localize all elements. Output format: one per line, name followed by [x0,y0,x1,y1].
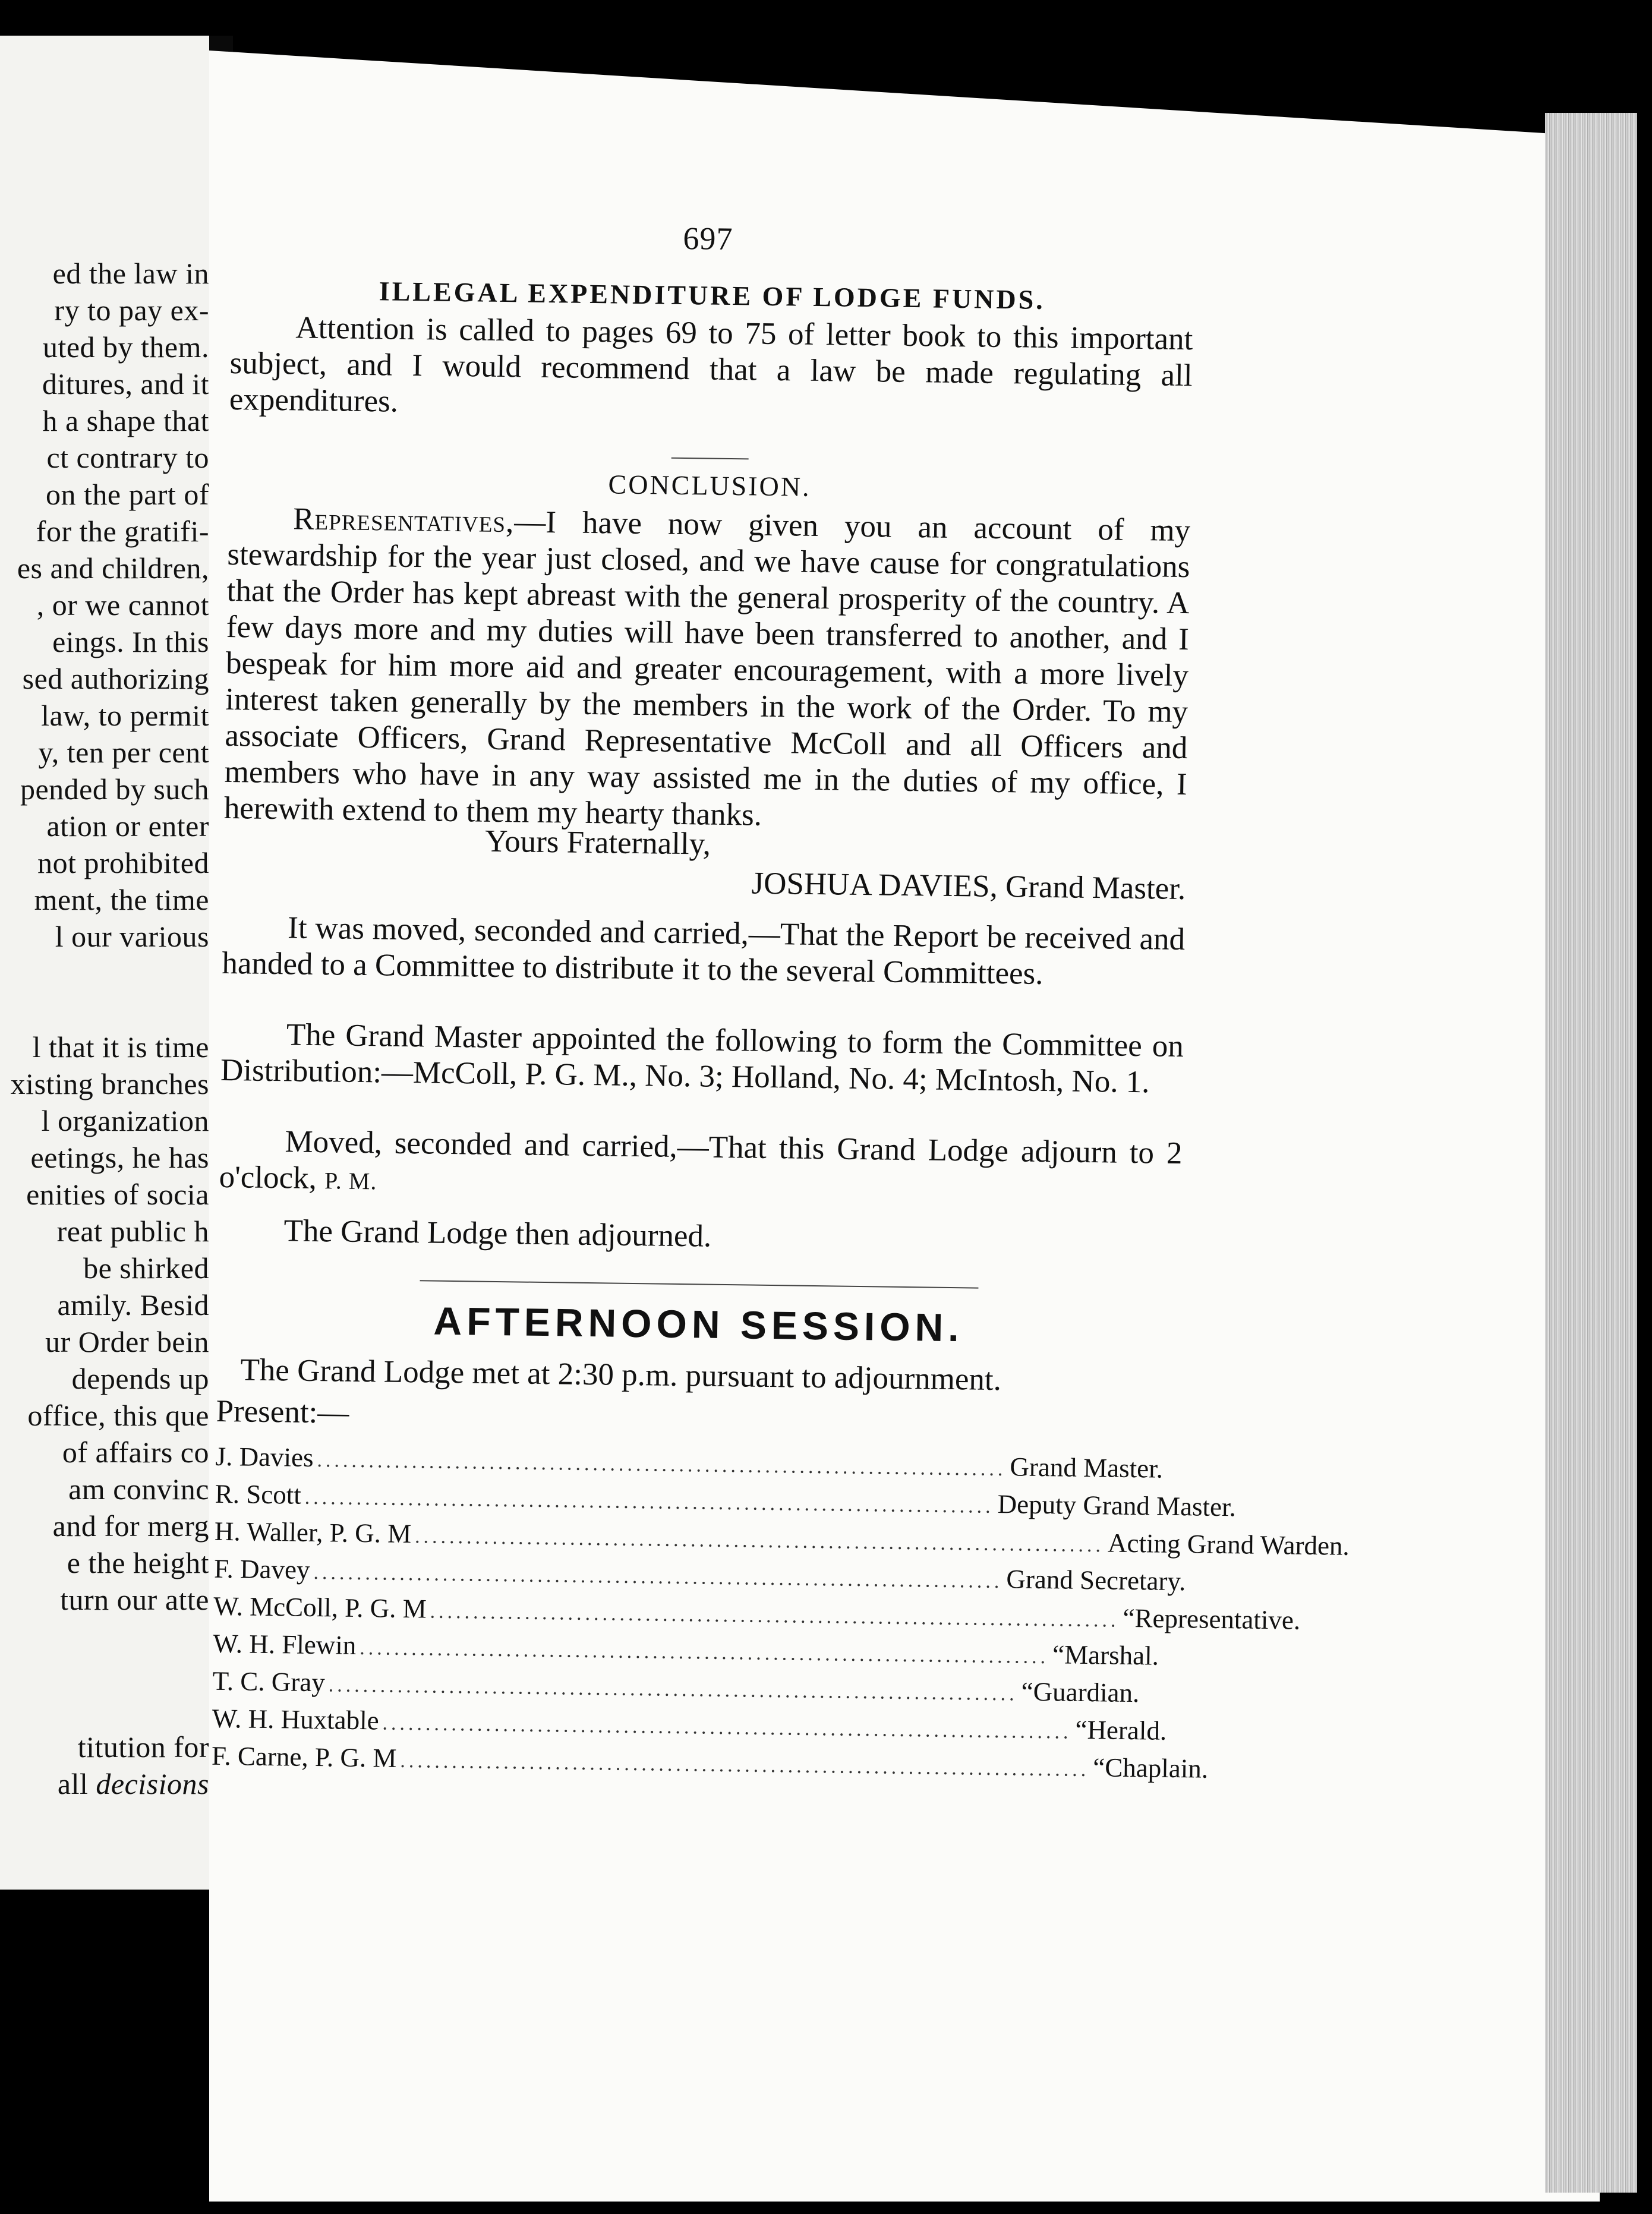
roster-name: W. McColl, P. G. M [213,1591,427,1624]
attendance-roster [211,1438,1350,1786]
paragraph-illegal-expenditure: Attention is called to pages 69 to 75 of letter book to this important subject, and I would recommend that a law be made regulating all expenditures. [229,310,1193,419]
previous-page-line: enities of socia [26,1178,209,1211]
previous-page-line: office, this que [27,1399,209,1432]
heading-illegal-expenditure: ILLEGAL EXPENDITURE OF LODGE FUNDS. [379,276,1046,315]
previous-page-line: amily. Besid [57,1288,209,1322]
page-number: 697 [683,220,733,257]
roster-name: W. H. Huxtable [212,1703,379,1736]
previous-page-line [0,1619,209,1654]
roster-name: H. Waller, P. G. M [214,1516,412,1549]
previous-page-fragment [0,36,220,1890]
previous-page-line: reat public h [56,1215,209,1248]
roster-name: R. Scott [215,1478,302,1510]
previous-page-line: ment, the time [34,883,209,916]
previous-page-line [0,1655,209,1691]
page-edges [1545,113,1637,2193]
roster-office: Representative. [1134,1603,1301,1635]
paragraph-motion-report: It was moved, seconded and carried,—That the Report be received and handed to a Committee to distribute it to the several Committees. [222,910,1186,991]
motion-adjourn-text: Moved, seconded and carried,—That this Grand Lodge adjourn to 2 o'clock, [219,1124,1183,1196]
roster-office: Herald. [1087,1715,1167,1746]
previous-page-line: ur Order bein [45,1325,209,1358]
ditto-mark: “ [1052,1639,1065,1670]
previous-page-line: l that it is time [32,1030,209,1064]
roster-name: W. H. Flewin [213,1628,357,1660]
previous-page-line: y, ten per cent [38,736,209,769]
paragraph-committee-appointment: The Grand Master appointed the following to form the Committee on Distribution:—McColl, P. G. M., No. 3; Holland, No. 4; McIntosh, No. 1. [220,1017,1184,1100]
previous-page-line: not prohibited [37,846,209,879]
roster-office: Acting Grand Warden. [1107,1528,1350,1561]
leader-dots: ................................................................................ [304,1486,994,1518]
present-label: Present:— [216,1393,349,1430]
previous-page-line: l our various [55,920,209,953]
previous-page-line: and for merg [52,1509,209,1543]
previous-page-line: be shirked [83,1251,209,1285]
previous-page-line: ed the law in [52,257,209,290]
previous-page-line [0,955,209,991]
paragraph-motion-adjourn [219,1123,1182,1210]
roster-name: J. Davies [215,1441,314,1472]
conclusion-lead-word: Representatives, [292,502,515,540]
leader-dots: ................................................................................ [317,1449,1007,1481]
roster-office: Guardian. [1033,1676,1140,1708]
heading-afternoon-session: AFTERNOON SESSION. [433,1298,964,1350]
roster-name: F. Carne, P. G. M [211,1740,397,1773]
leader-dots: ................................................................................ [430,1600,1120,1632]
previous-page-line: es and children, [17,551,209,585]
previous-page-line: l organization [41,1104,209,1137]
previous-page-line: of affairs co [62,1436,209,1469]
roster-name: F. Davey [213,1553,310,1585]
previous-page-line: on the part of [46,478,209,511]
previous-page-line: uted by them. [42,330,209,364]
closing-salutation: Yours Fraternally, [484,824,711,862]
previous-page-line: law, to permit [41,699,209,732]
previous-page-line: all decisions [57,1767,209,1800]
leader-dots: ................................................................................ [328,1674,1018,1705]
paragraph-adjourned: The Grand Lodge then adjourned. [283,1213,712,1254]
previous-page-line [0,1692,209,1728]
roster-office: Marshal. [1064,1639,1159,1671]
previous-page-line: h a shape that [42,404,209,437]
previous-page-line [0,992,209,1028]
motion-adjourn-pm: P. M. [324,1167,377,1195]
roster-office: Deputy Grand Master. [997,1489,1237,1522]
paragraph-conclusion [224,500,1191,839]
previous-page-line: sed authorizing [22,662,209,695]
leader-dots: ................................................................................ [313,1561,1003,1593]
previous-page-line: pended by such [20,772,209,806]
previous-page-line: ry to pay ex- [54,294,209,327]
heading-conclusion: CONCLUSION. [608,469,811,502]
previous-page-line: depends up [71,1362,209,1395]
ditto-mark: “ [1075,1714,1087,1745]
ditto-mark: “ [1021,1676,1034,1707]
previous-page-line: for the gratifi- [36,515,209,548]
roster-office: Grand Master. [1010,1452,1164,1484]
roster-name: T. C. Gray [212,1666,326,1698]
previous-page-line: ct contrary to [46,441,209,474]
ditto-mark: “ [1123,1603,1135,1633]
conclusion-body: —I have now given you an account of my stewardship for the year just closed, and we have cause for congratulations that the Order has kept abreast with the general prosperity of the country. A few days more and my duties will have been transferred to another, and I bespeak for him more aid and greater encouragement, with a more lively interest taken generally by the members in the work of the Order. To my associate Officers, Grand Representative McColl and all Officers and members who have in any way assisted me in the duties of my office, I herewith extend to them my hearty thanks. [223,504,1191,832]
previous-page-line: ditures, and it [42,367,209,400]
previous-page-line: ation or enter [46,809,209,843]
previous-page-line: titution for [77,1730,209,1764]
leader-dots: ................................................................................ [400,1749,1090,1781]
roster-office: Grand Secretary. [1006,1564,1186,1597]
previous-page-line: am convinc [68,1472,209,1506]
previous-page-line: turn our atte [60,1583,209,1616]
previous-page-line: eetings, he has [30,1141,209,1174]
leader-dots: ................................................................................ [414,1525,1105,1557]
leader-dots: ................................................................................ [360,1637,1049,1669]
previous-page-line: xisting branches [10,1067,209,1100]
session-met-line: The Grand Lodge met at 2:30 p.m. pursuant to adjournment. [240,1352,1002,1398]
previous-page-line: eings. In this [52,625,209,658]
leader-dots: ................................................................................ [382,1712,1072,1743]
roster-office: Chaplain. [1104,1752,1209,1784]
previous-page-line: e the height [67,1546,209,1579]
signature: JOSHUA DAVIES, Grand Master. [751,866,1186,907]
previous-page-line: , or we cannot [36,588,209,622]
ditto-mark: “ [1093,1752,1105,1783]
